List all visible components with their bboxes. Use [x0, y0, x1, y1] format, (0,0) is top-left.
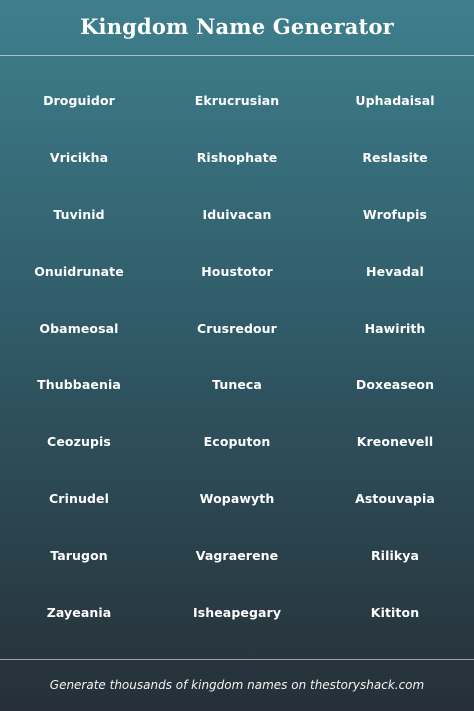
kingdom-name: Rishophate: [196, 149, 278, 165]
kingdom-name: Rilikya: [370, 548, 420, 564]
kingdom-name: Ecoputon: [203, 434, 271, 450]
kingdom-name: Wopawyth: [199, 491, 275, 507]
kingdom-name: Hawirith: [364, 320, 426, 336]
kingdom-name: Ceozupis: [47, 434, 111, 450]
kingdom-name: Thubbaenia: [37, 377, 121, 393]
kingdom-name: Isheapegary: [192, 604, 282, 620]
kingdom-name: Obameosal: [39, 320, 119, 336]
kingdom-name: Vagraerene: [195, 548, 279, 564]
kingdom-name: Hevadal: [366, 263, 424, 279]
page-title: Kingdom Name Generator: [80, 14, 394, 39]
kingdom-name: Tuneca: [212, 377, 262, 393]
footer: [0, 659, 474, 711]
kingdom-name: Wrofupis: [362, 206, 428, 222]
kingdom-name: Kititon: [370, 604, 420, 620]
kingdom-name: Zayeania: [46, 604, 112, 620]
kingdom-name: Astouvapia: [355, 491, 435, 507]
kingdom-name: Ekrucrusian: [194, 92, 280, 108]
kingdom-name: Crusredour: [197, 320, 277, 336]
kingdom-name: Droguidor: [43, 92, 115, 108]
kingdom-name: Houstotor: [201, 263, 273, 279]
kingdom-name: Tarugon: [50, 548, 108, 564]
kingdom-name: Onuidrunate: [34, 263, 124, 279]
header: [0, 0, 474, 56]
kingdom-name: Uphadaisal: [355, 92, 435, 108]
kingdom-name: Reslasite: [362, 149, 428, 165]
kingdom-name: Crinudel: [49, 491, 109, 507]
kingdom-name: Kreonevell: [356, 434, 434, 450]
kingdom-name: Iduivacan: [202, 206, 272, 222]
kingdom-name: Tuvinid: [53, 206, 105, 222]
name-grid: [0, 72, 474, 641]
kingdom-name: Doxeaseon: [355, 377, 435, 393]
footer-credit-text: Generate thousands of kingdom names on thestoryshack.com: [49, 677, 425, 692]
kingdom-name: Vricikha: [49, 149, 109, 165]
